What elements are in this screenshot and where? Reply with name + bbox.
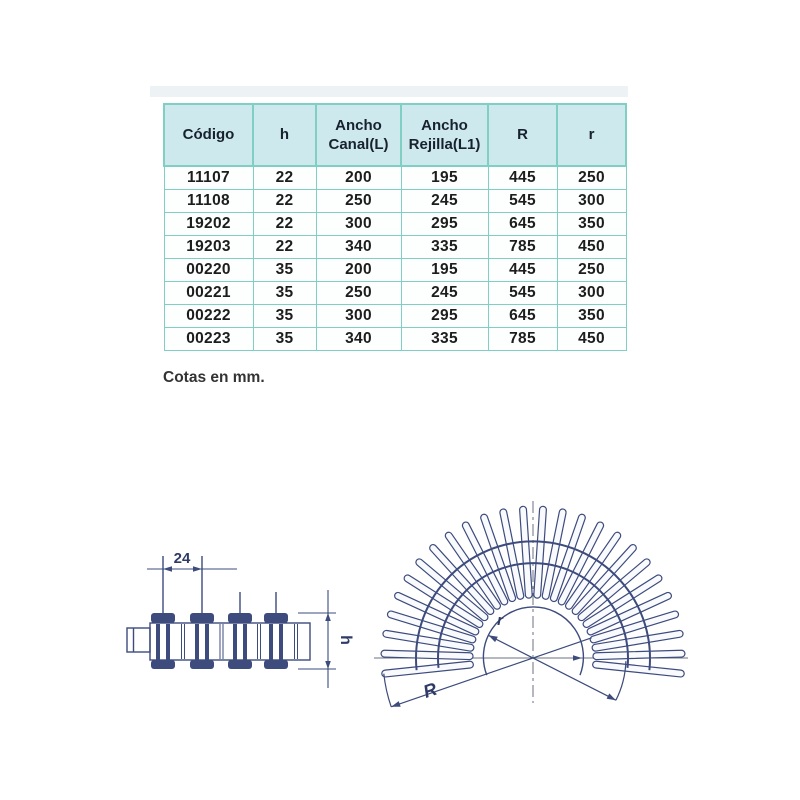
table-cell: 300 — [557, 282, 626, 305]
pitch-dimension — [147, 550, 237, 572]
table-cell: 300 — [316, 305, 401, 328]
outer-radius-label: R — [420, 678, 440, 702]
table-row — [164, 166, 626, 190]
table-row — [164, 305, 626, 328]
table-cell: 35 — [253, 259, 316, 282]
table-cell: 22 — [253, 213, 316, 236]
column-header: h — [253, 104, 316, 166]
table-cell: 195 — [401, 166, 488, 190]
table-row — [164, 259, 626, 282]
table-cell: 245 — [401, 190, 488, 213]
table-row — [164, 282, 626, 305]
column-header: Ancho Rejilla(L1) — [401, 104, 488, 166]
table-cell: 35 — [253, 282, 316, 305]
table-cell: 295 — [401, 305, 488, 328]
table-cell: 645 — [488, 305, 557, 328]
profile-diagram — [120, 540, 370, 710]
table-cell: 11107 — [164, 166, 253, 190]
table-cell: 295 — [401, 213, 488, 236]
inner-radius-label: r — [497, 612, 503, 629]
table-cell: 22 — [253, 166, 316, 190]
table-cell: 350 — [557, 213, 626, 236]
table-cell: 340 — [316, 236, 401, 259]
column-header: r — [557, 104, 626, 166]
table-cell: 335 — [401, 236, 488, 259]
spec-table — [163, 103, 627, 351]
table-cell: 785 — [488, 236, 557, 259]
top-strip — [150, 86, 628, 97]
table-cell: 00223 — [164, 328, 253, 351]
height-dimension — [298, 590, 354, 688]
table-cell: 11108 — [164, 190, 253, 213]
pitch-dimension-label: 24 — [173, 550, 191, 567]
table-cell: 35 — [253, 305, 316, 328]
table-row — [164, 236, 626, 259]
column-header: Ancho Canal(L) — [316, 104, 401, 166]
table-cell: 19203 — [164, 236, 253, 259]
table-cell: 250 — [316, 282, 401, 305]
table-cell: 200 — [316, 259, 401, 282]
table-cell: 335 — [401, 328, 488, 351]
table-cell: 00222 — [164, 305, 253, 328]
table-cell: 250 — [316, 190, 401, 213]
table-cell: 300 — [557, 190, 626, 213]
table-header-row — [164, 104, 626, 166]
centerline-arrow — [573, 655, 582, 661]
table-cell: 445 — [488, 259, 557, 282]
table-cell: 00220 — [164, 259, 253, 282]
table-cell: 22 — [253, 236, 316, 259]
table-cell: 340 — [316, 328, 401, 351]
fan-slat — [381, 661, 473, 677]
table-cell: 22 — [253, 190, 316, 213]
units-caption: Cotas en mm. — [163, 369, 265, 386]
table-cell: 645 — [488, 213, 557, 236]
table-cell: 00221 — [164, 282, 253, 305]
table-cell: 445 — [488, 166, 557, 190]
table-row — [164, 190, 626, 213]
table-cell: 350 — [557, 305, 626, 328]
fan-slat — [592, 661, 684, 677]
table-row — [164, 328, 626, 351]
table-cell: 195 — [401, 259, 488, 282]
table-cell: 250 — [557, 259, 626, 282]
table-cell: 450 — [557, 236, 626, 259]
fan-diagram — [370, 495, 690, 735]
table-row — [164, 213, 626, 236]
table-cell: 250 — [557, 166, 626, 190]
table-cell: 545 — [488, 190, 557, 213]
table-cell: 785 — [488, 328, 557, 351]
column-header: Código — [164, 104, 253, 166]
table-cell: 245 — [401, 282, 488, 305]
table-cell: 450 — [557, 328, 626, 351]
table-cell: 200 — [316, 166, 401, 190]
column-header: R — [488, 104, 557, 166]
table-cell: 35 — [253, 328, 316, 351]
height-dimension-label: h — [337, 635, 354, 645]
table-cell: 300 — [316, 213, 401, 236]
table-cell: 545 — [488, 282, 557, 305]
table-cell: 19202 — [164, 213, 253, 236]
